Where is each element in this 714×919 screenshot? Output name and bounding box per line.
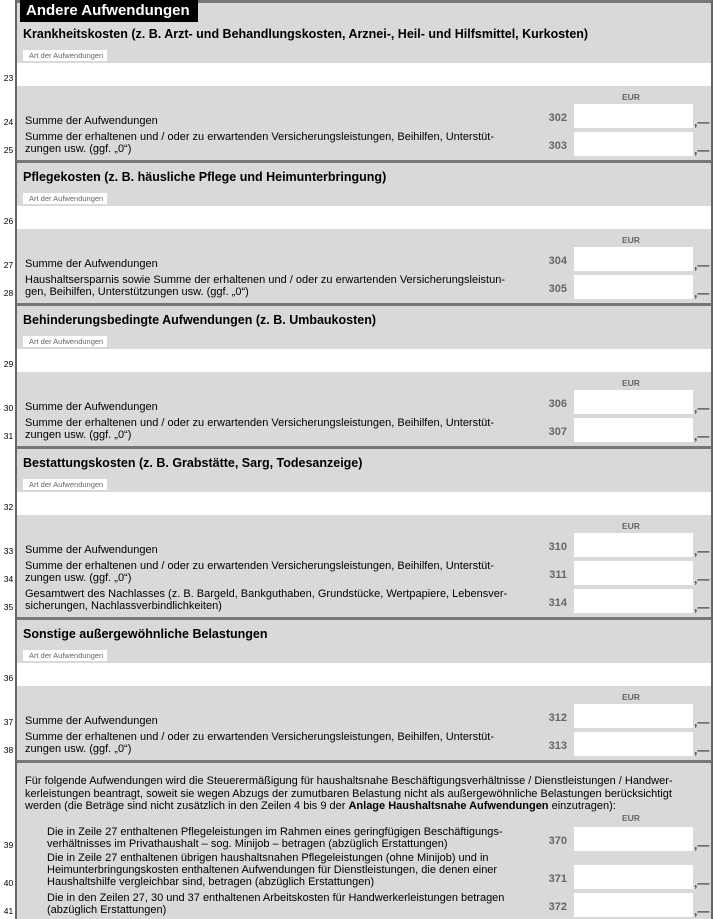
field-code: 372 — [548, 900, 567, 913]
amount-row — [3, 559, 711, 587]
field-code: 306 — [548, 398, 567, 410]
art-label: Art der Aufwendungen — [23, 193, 107, 204]
amount-input[interactable] — [574, 418, 693, 442]
intro-text — [17, 775, 711, 813]
cents-dash: ,— — [694, 743, 710, 757]
intro-text-b: einzutragen): — [548, 800, 616, 812]
amount-input[interactable] — [574, 390, 693, 414]
eur-label: EUR — [622, 92, 640, 102]
amount-row — [3, 587, 711, 615]
cents-dash: ,— — [694, 600, 710, 614]
eur-header — [17, 515, 711, 531]
row-label: Summe der Aufwendungen — [25, 544, 158, 556]
art-der-aufwendungen-input[interactable] — [3, 663, 711, 686]
art-label: Art der Aufwendungen — [23, 50, 107, 61]
line-number: 28 — [3, 288, 14, 298]
row-label: Die in Zeile 27 enthaltenen übrigen haushaltsnahen Pflegeleistungen (ohne Minijob) und in Heimunterbringungskosten enthaltenen Aufwendungen für Dienstleistungen, die denen einer Haushaltshilfe vergleichbar sind, betragen (abzüglich Erstattungen) — [47, 851, 498, 888]
row-label: Summe der Aufwendungen — [25, 115, 158, 127]
cents-dash: ,— — [694, 429, 710, 443]
amount-row — [3, 245, 711, 273]
row-label: Die in den Zeilen 27, 30 und 37 enthaltenen Arbeitskosten für Handwerkerleistungen betragen (abzüglich Erstattungen) — [47, 891, 505, 916]
cents-dash: ,— — [694, 143, 710, 157]
amount-input[interactable] — [574, 589, 693, 613]
field-code: 312 — [548, 712, 567, 724]
row-label: Summe der erhaltenen und / oder zu erwartenden Versicherungsleistungen, Beihilfen, Unterstüt- zungen usw. (ggf. „0“) — [25, 731, 494, 755]
line-number: 35 — [3, 602, 14, 612]
form-header — [17, 0, 711, 20]
line-number: 37 — [3, 717, 14, 727]
amount-input[interactable] — [574, 704, 693, 728]
cents-dash: ,— — [694, 544, 710, 558]
line-number: 30 — [3, 403, 14, 413]
cents-dash: ,— — [694, 401, 710, 415]
amount-row — [3, 702, 711, 730]
field-code: 310 — [548, 541, 567, 553]
line-number: 31 — [3, 431, 14, 441]
line-number: 36 — [3, 673, 14, 683]
line-number: 34 — [3, 574, 14, 584]
section — [3, 620, 711, 763]
cents-dash: ,— — [694, 572, 710, 586]
amount-input[interactable] — [574, 561, 693, 585]
section-title: Sonstige außergewöhnliche Belastungen — [23, 627, 268, 641]
field-code: 371 — [548, 872, 567, 885]
art-label: Art der Aufwendungen — [23, 650, 107, 661]
row-label: Haushaltsersparnis sowie Summe der erhaltenen und / oder zu erwartenden Versicherungsleistun- gen, Beihilfen, Unterstützungen usw. (ggf. „0“) — [25, 274, 505, 298]
amount-row — [3, 825, 711, 853]
section-title: Krankheitskosten (z. B. Arzt- und Behandlungskosten, Arznei-, Heil- und Hilfsmittel, Kurkosten) — [23, 27, 589, 41]
section-haushaltsnahe — [3, 763, 711, 919]
eur-header — [17, 372, 711, 388]
amount-row — [3, 891, 711, 919]
amount-input[interactable] — [574, 104, 693, 128]
amount-row — [3, 851, 711, 891]
line-number: 25 — [3, 145, 14, 155]
field-code: 304 — [548, 255, 567, 267]
row-label: Summe der Aufwendungen — [25, 401, 158, 413]
amount-input[interactable] — [574, 247, 693, 271]
eur-label: EUR — [622, 521, 640, 531]
amount-row — [3, 130, 711, 158]
art-der-aufwendungen-input[interactable] — [3, 492, 711, 515]
cents-dash: ,— — [694, 258, 710, 272]
intro-text-a: Für folgende Aufwendungen wird die Steuerermäßigung für haushaltsnahe Beschäftigungsverhältnisse / Dienstleistungen / Handwer-kerleistungen beantragt, soweit sie wegen Abzugs der zumutbaren Belastung nicht als außergewöhnliche Belastungen berücksichtigt werden (die Beträge sind nicht zusätzlich in den Zeilen 4 bis 9 der — [25, 775, 673, 812]
line-number: 32 — [3, 502, 14, 512]
amount-row — [3, 531, 711, 559]
amount-row — [3, 388, 711, 416]
row-label: Summe der erhaltenen und / oder zu erwartenden Versicherungsleistungen, Beihilfen, Unterstüt- zungen usw. (ggf. „0“) — [25, 131, 494, 155]
line-number: 39 — [3, 839, 14, 850]
line-number: 29 — [3, 359, 14, 369]
line-number: 41 — [3, 905, 14, 916]
line-number: 38 — [3, 745, 14, 755]
amount-input[interactable] — [574, 865, 693, 889]
section-title: Pflegekosten (z. B. häusliche Pflege und Heimunterbringung) — [23, 170, 387, 184]
row-label: Gesamtwert des Nachlasses (z. B. Bargeld, Bankguthaben, Grundstücke, Wertpapiere, Lebensver- sicherungen, Nachlassverbindlichkeiten) — [25, 588, 508, 612]
amount-input[interactable] — [574, 275, 693, 299]
row-label: Summe der erhaltenen und / oder zu erwartenden Versicherungsleistungen, Beihilfen, Unterstüt- zungen usw. (ggf. „0“) — [25, 560, 494, 584]
cents-dash: ,— — [694, 286, 710, 300]
amount-input[interactable] — [574, 132, 693, 156]
line-number: 27 — [3, 260, 14, 270]
section — [3, 449, 711, 620]
eur-header — [17, 86, 711, 102]
line-number: 33 — [3, 546, 14, 556]
art-der-aufwendungen-input[interactable] — [3, 63, 711, 86]
line-number: 24 — [3, 117, 14, 127]
intro-text-bold: Anlage Haushaltsnahe Aufwendungen — [348, 800, 549, 812]
line-number: 40 — [3, 877, 14, 888]
section — [3, 163, 711, 306]
art-der-aufwendungen-input[interactable] — [3, 206, 711, 229]
cents-dash: ,— — [694, 875, 710, 890]
row-label: Die in Zeile 27 enthaltenen Pflegeleistungen im Rahmen eines geringfügigen Beschäftigungs- verhältnisses im Privathaushalt – sog. Minijob – betragen (abzüglich Erstattungen) — [47, 825, 503, 850]
form-title: Andere Aufwendungen — [20, 0, 198, 22]
amount-input[interactable] — [574, 732, 693, 756]
eur-label: EUR — [622, 812, 640, 823]
section — [3, 20, 711, 163]
cents-dash: ,— — [694, 837, 710, 852]
amount-input[interactable] — [574, 533, 693, 557]
row-label: Summe der erhaltenen und / oder zu erwartenden Versicherungsleistungen, Beihilfen, Unterstüt- zungen usw. (ggf. „0“) — [25, 417, 494, 441]
eur-header — [17, 229, 711, 245]
eur-label: EUR — [622, 692, 640, 702]
line-number: 26 — [3, 216, 14, 226]
section-title: Behinderungsbedingte Aufwendungen (z. B. Umbaukosten) — [23, 313, 377, 327]
line-number: 23 — [3, 73, 14, 83]
eur-label: EUR — [622, 235, 640, 245]
section — [3, 306, 711, 449]
field-code: 370 — [548, 834, 567, 847]
amount-row — [3, 416, 711, 444]
field-code: 305 — [548, 283, 567, 295]
cents-dash: ,— — [694, 903, 710, 918]
amount-row — [3, 273, 711, 301]
eur-header — [17, 813, 711, 825]
cents-dash: ,— — [694, 715, 710, 729]
amount-row — [3, 102, 711, 130]
field-code: 307 — [548, 426, 567, 438]
field-code: 311 — [549, 569, 567, 581]
row-label: Summe der Aufwendungen — [25, 715, 158, 727]
field-code: 314 — [548, 597, 567, 609]
field-code: 313 — [548, 740, 567, 752]
eur-header — [17, 686, 711, 702]
section-title: Bestattungskosten (z. B. Grabstätte, Sarg, Todesanzeige) — [23, 456, 363, 470]
art-label: Art der Aufwendungen — [23, 336, 107, 347]
field-code: 303 — [548, 140, 567, 152]
art-der-aufwendungen-input[interactable] — [3, 349, 711, 372]
art-label: Art der Aufwendungen — [23, 479, 107, 490]
amount-input[interactable] — [574, 893, 693, 917]
amount-row — [3, 730, 711, 758]
cents-dash: ,— — [694, 115, 710, 129]
row-label: Summe der Aufwendungen — [25, 258, 158, 270]
field-code: 302 — [548, 112, 567, 124]
andere-aufwendungen-form — [3, 0, 713, 919]
amount-input[interactable] — [574, 827, 693, 851]
eur-label: EUR — [622, 378, 640, 388]
